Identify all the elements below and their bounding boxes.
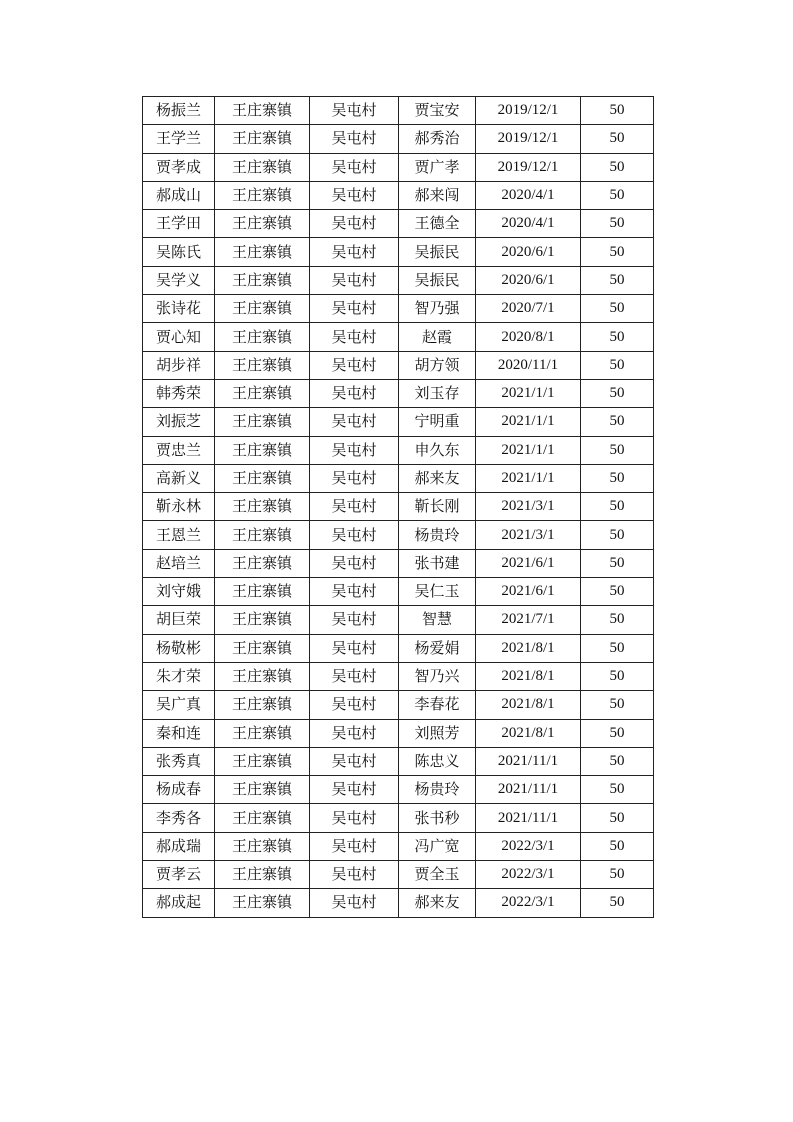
amount-cell: 50 bbox=[581, 889, 654, 917]
town-cell: 王庄寨镇 bbox=[215, 804, 310, 832]
amount-cell: 50 bbox=[581, 464, 654, 492]
agent-cell: 张书秒 bbox=[399, 804, 476, 832]
town-cell: 王庄寨镇 bbox=[215, 238, 310, 266]
town-cell: 王庄寨镇 bbox=[215, 464, 310, 492]
table-row bbox=[143, 408, 654, 436]
table-row bbox=[143, 125, 654, 153]
name-cell: 杨成春 bbox=[143, 776, 215, 804]
name-cell: 郝成起 bbox=[143, 889, 215, 917]
agent-cell: 张书建 bbox=[399, 549, 476, 577]
date-cell: 2019/12/1 bbox=[476, 153, 581, 181]
village-cell: 吴屯村 bbox=[310, 379, 399, 407]
name-cell: 胡巨荣 bbox=[143, 606, 215, 634]
amount-cell: 50 bbox=[581, 266, 654, 294]
date-cell: 2020/6/1 bbox=[476, 238, 581, 266]
village-cell: 吴屯村 bbox=[310, 238, 399, 266]
name-cell: 张秀真 bbox=[143, 747, 215, 775]
town-cell: 王庄寨镇 bbox=[215, 691, 310, 719]
agent-cell: 吴振民 bbox=[399, 238, 476, 266]
amount-cell: 50 bbox=[581, 747, 654, 775]
agent-cell: 郝来友 bbox=[399, 889, 476, 917]
table-row bbox=[143, 691, 654, 719]
table-row bbox=[143, 266, 654, 294]
town-cell: 王庄寨镇 bbox=[215, 832, 310, 860]
name-cell: 朱才荣 bbox=[143, 662, 215, 690]
name-cell: 吴陈氏 bbox=[143, 238, 215, 266]
town-cell: 王庄寨镇 bbox=[215, 578, 310, 606]
agent-cell: 刘玉存 bbox=[399, 379, 476, 407]
table-row bbox=[143, 210, 654, 238]
amount-cell: 50 bbox=[581, 804, 654, 832]
village-cell: 吴屯村 bbox=[310, 125, 399, 153]
amount-cell: 50 bbox=[581, 719, 654, 747]
village-cell: 吴屯村 bbox=[310, 521, 399, 549]
name-cell: 贾心知 bbox=[143, 323, 215, 351]
table-row bbox=[143, 634, 654, 662]
town-cell: 王庄寨镇 bbox=[215, 379, 310, 407]
village-cell: 吴屯村 bbox=[310, 719, 399, 747]
table-row bbox=[143, 295, 654, 323]
village-cell: 吴屯村 bbox=[310, 351, 399, 379]
town-cell: 王庄寨镇 bbox=[215, 408, 310, 436]
table-row bbox=[143, 776, 654, 804]
table-row bbox=[143, 181, 654, 209]
agent-cell: 李春花 bbox=[399, 691, 476, 719]
amount-cell: 50 bbox=[581, 662, 654, 690]
name-cell: 吴学义 bbox=[143, 266, 215, 294]
village-cell: 吴屯村 bbox=[310, 493, 399, 521]
town-cell: 王庄寨镇 bbox=[215, 549, 310, 577]
amount-cell: 50 bbox=[581, 379, 654, 407]
town-cell: 王庄寨镇 bbox=[215, 125, 310, 153]
town-cell: 王庄寨镇 bbox=[215, 493, 310, 521]
date-cell: 2019/12/1 bbox=[476, 125, 581, 153]
name-cell: 刘守娥 bbox=[143, 578, 215, 606]
date-cell: 2020/4/1 bbox=[476, 181, 581, 209]
amount-cell: 50 bbox=[581, 97, 654, 125]
amount-cell: 50 bbox=[581, 153, 654, 181]
date-cell: 2021/11/1 bbox=[476, 776, 581, 804]
date-cell: 2020/4/1 bbox=[476, 210, 581, 238]
table-row bbox=[143, 804, 654, 832]
name-cell: 高新义 bbox=[143, 464, 215, 492]
date-cell: 2021/8/1 bbox=[476, 691, 581, 719]
village-cell: 吴屯村 bbox=[310, 266, 399, 294]
name-cell: 胡步祥 bbox=[143, 351, 215, 379]
date-cell: 2020/8/1 bbox=[476, 323, 581, 351]
name-cell: 王恩兰 bbox=[143, 521, 215, 549]
table-row bbox=[143, 351, 654, 379]
table-row bbox=[143, 606, 654, 634]
amount-cell: 50 bbox=[581, 832, 654, 860]
village-cell: 吴屯村 bbox=[310, 408, 399, 436]
town-cell: 王庄寨镇 bbox=[215, 266, 310, 294]
roster-table-body bbox=[143, 97, 654, 918]
amount-cell: 50 bbox=[581, 861, 654, 889]
date-cell: 2021/8/1 bbox=[476, 634, 581, 662]
date-cell: 2020/7/1 bbox=[476, 295, 581, 323]
town-cell: 王庄寨镇 bbox=[215, 153, 310, 181]
amount-cell: 50 bbox=[581, 436, 654, 464]
date-cell: 2021/1/1 bbox=[476, 436, 581, 464]
date-cell: 2021/6/1 bbox=[476, 578, 581, 606]
table-row bbox=[143, 464, 654, 492]
village-cell: 吴屯村 bbox=[310, 747, 399, 775]
date-cell: 2021/8/1 bbox=[476, 662, 581, 690]
village-cell: 吴屯村 bbox=[310, 323, 399, 351]
agent-cell: 贾全玉 bbox=[399, 861, 476, 889]
name-cell: 贾孝云 bbox=[143, 861, 215, 889]
agent-cell: 智乃兴 bbox=[399, 662, 476, 690]
date-cell: 2021/7/1 bbox=[476, 606, 581, 634]
village-cell: 吴屯村 bbox=[310, 606, 399, 634]
name-cell: 赵培兰 bbox=[143, 549, 215, 577]
name-cell: 贾孝成 bbox=[143, 153, 215, 181]
date-cell: 2022/3/1 bbox=[476, 889, 581, 917]
amount-cell: 50 bbox=[581, 606, 654, 634]
village-cell: 吴屯村 bbox=[310, 295, 399, 323]
table-row bbox=[143, 889, 654, 917]
amount-cell: 50 bbox=[581, 125, 654, 153]
name-cell: 王学兰 bbox=[143, 125, 215, 153]
agent-cell: 靳长刚 bbox=[399, 493, 476, 521]
agent-cell: 赵霞 bbox=[399, 323, 476, 351]
name-cell: 杨振兰 bbox=[143, 97, 215, 125]
date-cell: 2021/11/1 bbox=[476, 804, 581, 832]
name-cell: 郝成瑞 bbox=[143, 832, 215, 860]
name-cell: 贾忠兰 bbox=[143, 436, 215, 464]
table-row bbox=[143, 493, 654, 521]
date-cell: 2021/1/1 bbox=[476, 408, 581, 436]
town-cell: 王庄寨镇 bbox=[215, 776, 310, 804]
date-cell: 2022/3/1 bbox=[476, 861, 581, 889]
town-cell: 王庄寨镇 bbox=[215, 295, 310, 323]
village-cell: 吴屯村 bbox=[310, 464, 399, 492]
amount-cell: 50 bbox=[581, 238, 654, 266]
date-cell: 2021/3/1 bbox=[476, 493, 581, 521]
agent-cell: 贾宝安 bbox=[399, 97, 476, 125]
village-cell: 吴屯村 bbox=[310, 436, 399, 464]
agent-cell: 胡方领 bbox=[399, 351, 476, 379]
village-cell: 吴屯村 bbox=[310, 210, 399, 238]
date-cell: 2021/6/1 bbox=[476, 549, 581, 577]
amount-cell: 50 bbox=[581, 549, 654, 577]
name-cell: 吴广真 bbox=[143, 691, 215, 719]
amount-cell: 50 bbox=[581, 210, 654, 238]
amount-cell: 50 bbox=[581, 691, 654, 719]
name-cell: 张诗花 bbox=[143, 295, 215, 323]
town-cell: 王庄寨镇 bbox=[215, 521, 310, 549]
town-cell: 王庄寨镇 bbox=[215, 719, 310, 747]
name-cell: 李秀各 bbox=[143, 804, 215, 832]
village-cell: 吴屯村 bbox=[310, 634, 399, 662]
village-cell: 吴屯村 bbox=[310, 889, 399, 917]
agent-cell: 杨贵玲 bbox=[399, 521, 476, 549]
town-cell: 王庄寨镇 bbox=[215, 861, 310, 889]
table-row bbox=[143, 379, 654, 407]
roster-table bbox=[142, 96, 654, 918]
village-cell: 吴屯村 bbox=[310, 662, 399, 690]
name-cell: 秦和连 bbox=[143, 719, 215, 747]
amount-cell: 50 bbox=[581, 181, 654, 209]
village-cell: 吴屯村 bbox=[310, 861, 399, 889]
agent-cell: 智乃强 bbox=[399, 295, 476, 323]
town-cell: 王庄寨镇 bbox=[215, 210, 310, 238]
town-cell: 王庄寨镇 bbox=[215, 606, 310, 634]
agent-cell: 郝秀治 bbox=[399, 125, 476, 153]
date-cell: 2021/3/1 bbox=[476, 521, 581, 549]
date-cell: 2022/3/1 bbox=[476, 832, 581, 860]
amount-cell: 50 bbox=[581, 634, 654, 662]
table-row bbox=[143, 832, 654, 860]
town-cell: 王庄寨镇 bbox=[215, 97, 310, 125]
date-cell: 2021/11/1 bbox=[476, 747, 581, 775]
town-cell: 王庄寨镇 bbox=[215, 436, 310, 464]
town-cell: 王庄寨镇 bbox=[215, 747, 310, 775]
agent-cell: 杨贵玲 bbox=[399, 776, 476, 804]
table-row bbox=[143, 238, 654, 266]
agent-cell: 申久东 bbox=[399, 436, 476, 464]
name-cell: 靳永林 bbox=[143, 493, 215, 521]
agent-cell: 郝来闯 bbox=[399, 181, 476, 209]
agent-cell: 贾广孝 bbox=[399, 153, 476, 181]
town-cell: 王庄寨镇 bbox=[215, 662, 310, 690]
date-cell: 2019/12/1 bbox=[476, 97, 581, 125]
town-cell: 王庄寨镇 bbox=[215, 634, 310, 662]
town-cell: 王庄寨镇 bbox=[215, 323, 310, 351]
table-row bbox=[143, 578, 654, 606]
table-row bbox=[143, 549, 654, 577]
date-cell: 2020/6/1 bbox=[476, 266, 581, 294]
name-cell: 郝成山 bbox=[143, 181, 215, 209]
town-cell: 王庄寨镇 bbox=[215, 889, 310, 917]
agent-cell: 刘照芳 bbox=[399, 719, 476, 747]
amount-cell: 50 bbox=[581, 323, 654, 351]
village-cell: 吴屯村 bbox=[310, 181, 399, 209]
name-cell: 刘振芝 bbox=[143, 408, 215, 436]
table-row bbox=[143, 97, 654, 125]
date-cell: 2020/11/1 bbox=[476, 351, 581, 379]
agent-cell: 智慧 bbox=[399, 606, 476, 634]
agent-cell: 陈忠义 bbox=[399, 747, 476, 775]
amount-cell: 50 bbox=[581, 776, 654, 804]
agent-cell: 吴振民 bbox=[399, 266, 476, 294]
village-cell: 吴屯村 bbox=[310, 549, 399, 577]
table-row bbox=[143, 719, 654, 747]
amount-cell: 50 bbox=[581, 351, 654, 379]
date-cell: 2021/1/1 bbox=[476, 379, 581, 407]
amount-cell: 50 bbox=[581, 578, 654, 606]
village-cell: 吴屯村 bbox=[310, 97, 399, 125]
agent-cell: 吴仁玉 bbox=[399, 578, 476, 606]
agent-cell: 王德全 bbox=[399, 210, 476, 238]
table-row bbox=[143, 153, 654, 181]
name-cell: 韩秀荣 bbox=[143, 379, 215, 407]
date-cell: 2021/1/1 bbox=[476, 464, 581, 492]
table-row bbox=[143, 521, 654, 549]
village-cell: 吴屯村 bbox=[310, 804, 399, 832]
name-cell: 王学田 bbox=[143, 210, 215, 238]
town-cell: 王庄寨镇 bbox=[215, 351, 310, 379]
village-cell: 吴屯村 bbox=[310, 578, 399, 606]
village-cell: 吴屯村 bbox=[310, 832, 399, 860]
agent-cell: 郝来友 bbox=[399, 464, 476, 492]
table-row bbox=[143, 861, 654, 889]
town-cell: 王庄寨镇 bbox=[215, 181, 310, 209]
village-cell: 吴屯村 bbox=[310, 153, 399, 181]
table-row bbox=[143, 323, 654, 351]
name-cell: 杨敬彬 bbox=[143, 634, 215, 662]
amount-cell: 50 bbox=[581, 521, 654, 549]
table-row bbox=[143, 747, 654, 775]
amount-cell: 50 bbox=[581, 408, 654, 436]
amount-cell: 50 bbox=[581, 493, 654, 521]
agent-cell: 宁明重 bbox=[399, 408, 476, 436]
agent-cell: 冯广宽 bbox=[399, 832, 476, 860]
agent-cell: 杨爱娟 bbox=[399, 634, 476, 662]
village-cell: 吴屯村 bbox=[310, 691, 399, 719]
village-cell: 吴屯村 bbox=[310, 776, 399, 804]
table-row bbox=[143, 662, 654, 690]
amount-cell: 50 bbox=[581, 295, 654, 323]
table-row bbox=[143, 436, 654, 464]
date-cell: 2021/8/1 bbox=[476, 719, 581, 747]
